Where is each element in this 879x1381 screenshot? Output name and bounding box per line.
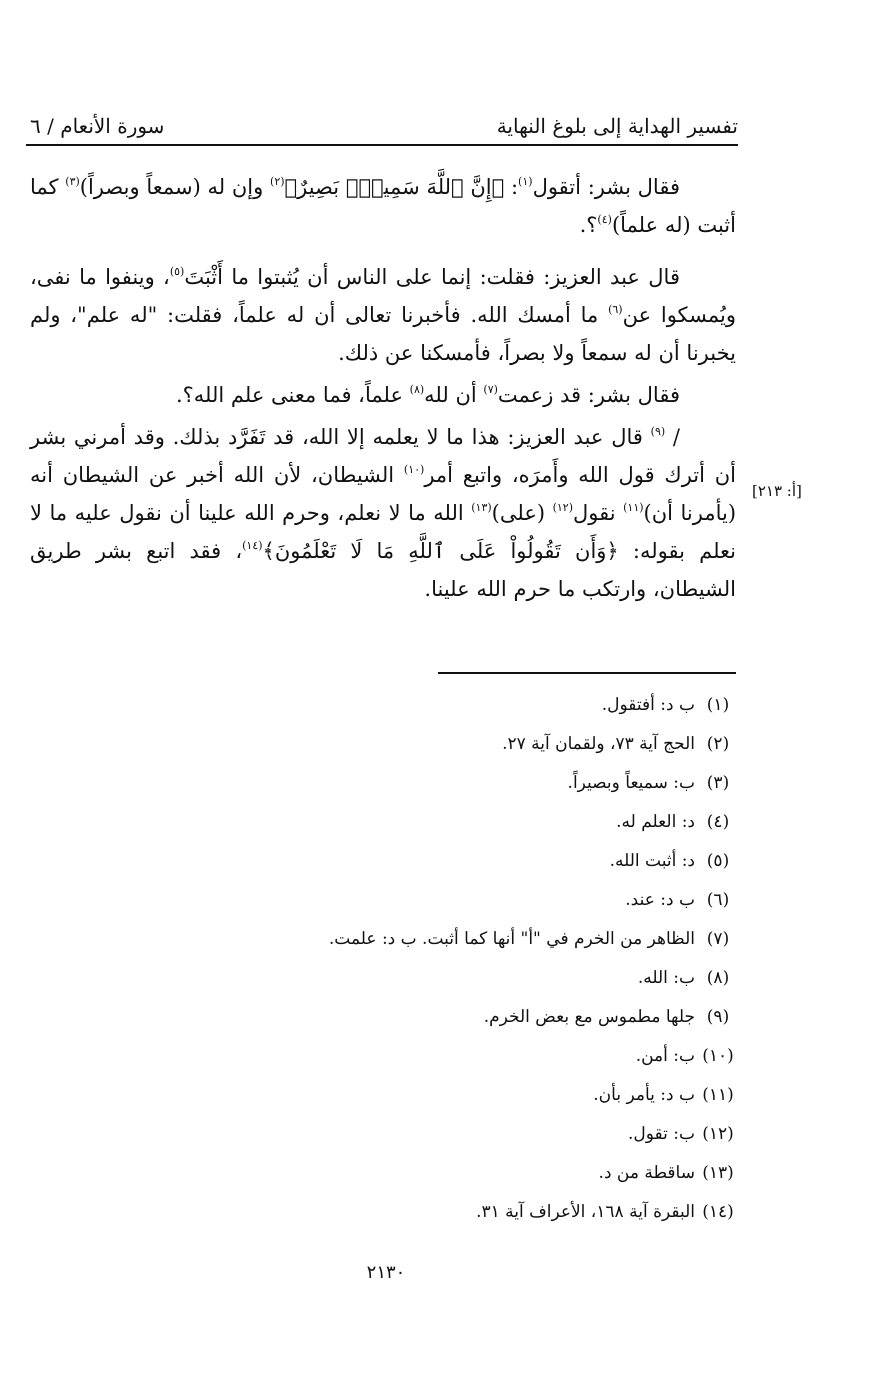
footnote-item [221, 1004, 741, 1043]
footnote-ref: (٣) [65, 175, 80, 188]
footnote-item [221, 1082, 741, 1121]
quran-quote: : ﴿إِنَّ ٱللَّهَ سَمِيعٌۢ بَصِيرٌ﴾ [284, 175, 519, 199]
text-run: فقال بشر: قد زعمت [497, 383, 680, 407]
footnote-text: جلها مطموس مع بعض الخرم. [483, 1007, 695, 1027]
footnote-item [221, 1043, 741, 1082]
footnote-text: د: أثبت الله. [609, 851, 695, 871]
footnote-item [221, 1121, 741, 1160]
footnote-number: (٦) [706, 890, 730, 910]
footnote-ref: (٩) [650, 425, 666, 438]
footnotes-list [221, 692, 741, 1238]
footnote-item [221, 926, 741, 965]
footnote-number: (١١) [702, 1085, 734, 1105]
text-run: ما أمسك الله. فأخبرنا تعالى أن له علماً، فقلت: "له علم"، ولم يخبرنا أن له سمعاً ولا بصراً، فأمسكنا عن ذلك. [30, 303, 736, 365]
text-run: الشيطان، لأن الله أخبر عن الشيطان أنه (يأمرنا أن) [30, 463, 737, 525]
footnote-text: ب د: أفتقول. [601, 695, 695, 715]
footnote-ref: (١١) [623, 501, 644, 514]
book-title: تفسير الهداية إلى بلوغ النهاية [496, 114, 738, 138]
footnote-number: (٥) [706, 851, 730, 871]
footnote-number: (١٢) [702, 1124, 734, 1144]
text-run: علماً، فما معنى علم الله؟. [175, 383, 410, 407]
page-header [26, 108, 738, 146]
footnote-number: (٤) [706, 812, 730, 832]
paragraph-4 [30, 418, 736, 608]
footnote-number: (٣) [706, 773, 730, 793]
quran-quote: الله ما لا نعلم، وحرم الله علينا أن نقول عليه ما لا نعلم بقوله: ﴿وَأَن تَقُولُواْ عَلَى ٱللَّهِ مَا لَا تَعْلَمُونَ﴾ [30, 501, 736, 563]
footnote-text: ساقطة من د. [598, 1163, 695, 1183]
footnote-item [221, 809, 741, 848]
footnote-item [221, 692, 741, 731]
footnote-number: (١٣) [702, 1163, 734, 1183]
paragraph-3 [30, 376, 736, 414]
text-run: ، وينفوا ما نفى، ويُمسكوا عن [30, 265, 736, 327]
footnote-ref: (٦) [608, 303, 623, 316]
footnote-number: (٢) [706, 734, 730, 754]
footnote-text: الحج آية ٧٣، ولقمان آية ٢٧. [502, 734, 695, 754]
footnote-ref: (١٢) [552, 501, 573, 514]
footnote-ref: (٥) [169, 265, 185, 278]
footnote-text: ب: أمن. [635, 1046, 695, 1066]
footnote-item [221, 848, 741, 887]
text-run: / [665, 425, 680, 449]
paragraph-2 [30, 258, 736, 372]
footnote-text: ب د: عند. [625, 890, 695, 910]
footnote-item [221, 731, 741, 770]
footnote-number: (٧) [706, 929, 730, 949]
footnote-item [221, 965, 741, 1004]
footnote-ref: (١٤) [242, 539, 263, 552]
footnote-text: ب: الله. [637, 968, 695, 988]
footnote-number: (٩) [706, 1007, 730, 1027]
footnote-separator [438, 672, 736, 674]
footnote-item [221, 1160, 741, 1199]
footnote-ref: (١٠) [403, 463, 425, 476]
text-run: كما أثبت (له علماً) [30, 175, 736, 237]
text-run: ؟. [579, 213, 598, 237]
surah-label: سورة الأنعام / ٦ [30, 114, 165, 138]
text-run: قال عبد العزيز: هذا ما لا يعلمه إلا الله، قد تَفَرَّد بذلك. وقد أمرني بشر أن أترك قول الله وأَمرَه، واتبع أمر [30, 425, 736, 487]
footnote-text: ب: تقول. [627, 1124, 695, 1144]
text-run: قال عبد العزيز: فقلت: إنما على الناس أن يُثبتوا ما أَثْبَتَ [184, 265, 680, 289]
text-run: وإن له (سمعاً وبصراً) [79, 175, 271, 199]
footnote-ref: (١٣) [471, 501, 492, 514]
footnote-ref: (٨) [409, 383, 425, 396]
footnote-item [221, 887, 741, 926]
footnote-ref: (٧) [483, 383, 498, 396]
footnote-text: البقرة آية ١٦٨، الأعراف آية ٣١. [476, 1202, 695, 1222]
footnote-number: (١٠) [702, 1046, 734, 1066]
footnote-ref: (٤) [597, 213, 612, 226]
main-text [30, 168, 736, 608]
footnote-number: (١٤) [702, 1202, 734, 1222]
footnote-text: ب د: يأمر بأن. [593, 1085, 695, 1105]
footnote-text: ب: سميعاً وبصيراً. [567, 773, 695, 793]
manuscript-folio-reference: [أ: ٢١٣] [752, 482, 802, 500]
text-run: نقول [573, 501, 624, 525]
paragraph-1 [30, 168, 736, 244]
footnote-text: د: العلم له. [616, 812, 695, 832]
footnote-item [221, 770, 741, 809]
text-run: ، فقد اتبع بشر طريق الشيطان، وارتكب ما حرم الله علينا. [30, 539, 736, 601]
text-run: فقال بشر: أتقول [532, 175, 680, 199]
text-run: (على) [491, 501, 553, 525]
page-number: ٢١٣٠ [366, 1262, 406, 1283]
footnote-text: الظاهر من الخرم في "أ" أنها كما أثبت. ب د: علمت. [328, 929, 695, 949]
footnote-item [221, 1199, 741, 1238]
text-run: أن لله [424, 383, 484, 407]
footnote-number: (١) [706, 695, 730, 715]
footnote-ref: (١) [518, 175, 533, 188]
footnote-ref: (٢) [270, 175, 285, 188]
footnote-number: (٨) [706, 968, 730, 988]
